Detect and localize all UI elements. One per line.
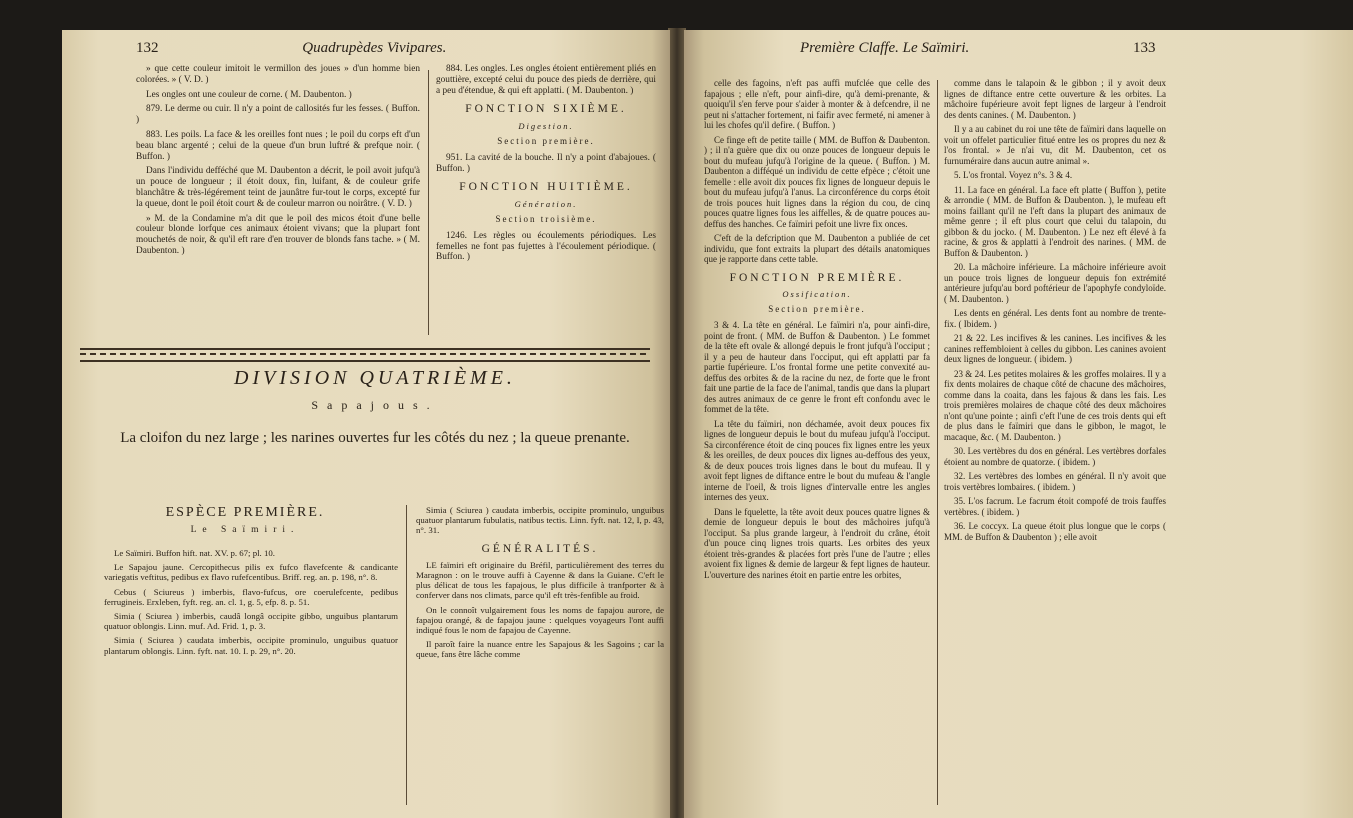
paragraph: 884. Les ongles. Les ongles étoient entièrement pliés en gouttière, excepté celui du pouce des pieds de derrière, qui a peu d'étendue, & qui eft applatti. ( M. Daubenton. ) (436, 64, 656, 96)
synonym-entry: Cebus ( Sciureus ) imberbis, flavo-fufcus, ore coerulefcente, pedibus ferrugineis. Erxleben, fyft. reg. an. cl. 1, g. 5, efp. 8. p. 51. (104, 586, 398, 607)
right-running-header (800, 40, 1156, 57)
section-heading: Section première. (768, 303, 866, 314)
paragraph: 23 & 24. Les petites molaires & les groffes molaires. Il y a fix dents molaires de chaque côté de chacune des mâchoires, comme dans la coaita, dans les fajous & dans les fais. Les trois premières molaires de chaque côté des deux mâchoires n'ont qu'une pointe ; ainfi c'eft l'une de ces trois dents qui eft de plus dans le faïmiri que dans le gibbon, le magot, le macaque, &c. ( M. Daubenton. ) (944, 368, 1166, 442)
paragraph: On le connoît vulgairement fous les noms de fapajou aurore, de fapajou orangé, & de fapajou jaune : quelques voyageurs l'ont auffi indiqué fous le nom de fapajou de Cayenne. (416, 604, 664, 636)
paragraph: » que cette couleur imitoit le vermillon des joues » d'un homme bien colorées. » ( V. D. ) (136, 64, 420, 85)
paragraph: Dans le fquelette, la tête avoit deux pouces quatre lignes & demie de longueur depuis le bout des mâchoires jufqu'à l'occiput. Sa plus grande largeur, à l'endroit du crâne, étoit d'un pouce cinq lignes trois quarts. Les orbites des yeux étoient très-grandes & placées fort près l'une de l'autre ; elles avoient fix lignes & demie de largeur & fept lignes de hauteur. L'ouverture des narines étoit en partie entre les orbites, (704, 506, 930, 580)
paragraph: La tête du faïmiri, non déchamée, avoit deux pouces fix lignes de longueur depuis le bout du mufeau jufqu'à l'occiput. Sa circonférence étoit de cinq pouces fix lignes entre les yeux & les oreilles, de deux pouces dix lignes au-deffous des yeux, & de deux pouces trois lignes dans le bout du mufeau. Il y avoit fept lignes de diftance entre le bout du mufeau & l'angle interne de l'oeil, & trois lignes d'intervalle entre les angles internes des yeux. (704, 418, 930, 502)
paragraph: 5. L'os frontal. Voyez n°s. 3 & 4. (954, 170, 1073, 180)
paragraph: 951. La cavité de la bouche. Il n'y a point d'abajoues. ( Buffon. ) (436, 152, 656, 174)
left-upper-column-1 (136, 64, 420, 261)
synonym-entry: Simia ( Sciurea ) caudata imberbis, occipite prominulo, unguibus quatuor plantarum fubulatis, natibus tectis. Linn. fyft. nat. 12, I, p. 43, n°. 31. (416, 505, 664, 536)
paragraph: Ce finge eft de petite taille ( MM. de Buffon & Daubenton. ) ; il n'a guère que dix ou onze pouces de longueur depuis le bout du mufeau jufqu'à l'origine de la queue. ( Buffon. ) M. Daubenton a difféqué un individu de cette efpèce ; c'étoit une femelle : elle avoit dix pouces fix lignes de longueur depuis le bout du mufeau jufqu'à l'anus. La circonférence du corps étoit de trois pouces huit lignes dans la région du cou, de cinq pouces quatre lignes fous les aiffelles, & de quatre pouces au-deffus des hanches. Ce faïmiri pefoit une livre fix onces. (704, 134, 930, 229)
synonym-entry: Simia ( Sciurea ) imberbis, caudâ longâ occipite gibbo, unguibus plantarum quatuor oblongis. Linn. muf. Ad. Frid. 1, p. 3. (104, 611, 398, 632)
synonym-entry: Simia ( Sciurea ) caudata imberbis, occipite prominulo, unguibus quatuor plantarum oblongis. Linn. fyft. nat. 10. I. p. 29, n°. 20. (104, 635, 398, 656)
paragraph: Les dents en général. Les dents font au nombre de trente-fix. ( Ibidem. ) (944, 308, 1166, 329)
generalites-heading: GÉNÉRALITÉS. (481, 542, 599, 555)
paragraph: 879. Le derme ou cuir. Il n'y a point de callosités fur les fesses. ( Buffon. ) (136, 104, 420, 126)
column-rule (428, 70, 429, 335)
right-header-title: Première Claffe. Le Saïmiri. (800, 40, 970, 56)
paragraph: C'eft de la defcription que M. Daubenton a publiée de cet individu, que font extraits la plupart des détails anatomiques que je rapporte dans cette table. (704, 233, 930, 264)
paragraph: 3 & 4. La tête en général. Le faïmiri n'a, pour ainfi-dire, point de front. ( MM. de Buffon & Daubenton. ) Le fommet de la tête eft ovale & allongé depuis le front jufqu'à l'occiput ; il y a peu de hauteur dans l'occiput, qui eft applatti par fa partie fupérieure. L'os frontal forme une petite convexité au-deffus des orbites & de la racine du nez, de forte que le front fait une partie de la face de l'animal, tandis que dans la plupart des autres animaux de ce genre le front eft confondu avec le fommet de la tête. (704, 320, 930, 414)
synonym-entry: Le Saïmiri. Buffon hift. nat. XV. p. 67; pl. 10. (114, 548, 275, 558)
right-page-number: 133 (1133, 40, 1156, 56)
function-heading: FONCTION HUITIÈME. (459, 181, 633, 194)
left-header-title: Quadrupèdes Vivipares. (302, 40, 447, 56)
division-subtitle: Sapajous. (311, 398, 439, 412)
paragraph: 32. Les vertèbres des lombes en général. Il n'y avoit que trois vertèbres lombaires. ( ibidem. ) (944, 471, 1166, 492)
left-lower-column-2 (416, 505, 664, 664)
function-heading: FONCTION SIXIÈME. (465, 103, 627, 116)
function-subheading: Digestion. (518, 121, 574, 132)
column-rule (937, 80, 938, 805)
left-running-header (136, 40, 446, 57)
paragraph: Il paroît faire la nuance entre les Sapajous & les Sagoins ; car la queue, fans être lâche comme (416, 639, 664, 660)
column-rule (406, 505, 407, 805)
left-page-number: 132 (136, 40, 159, 56)
paragraph: LE faïmiri eft originaire du Bréfil, particulièrement des terres du Maragnon : on le trouve auffi à Cayenne & dans la Guiane. C'eft le plus délicat de tous les fapajous, le plus difficile à tranfporter & à conferver dans nos climats, parce qu'il eft très-fenfible au froid. (416, 559, 664, 601)
right-column-2 (944, 78, 1166, 546)
paragraph: Il y a au cabinet du roi une tête de faïmiri dans laquelle on voit un offelet particulier fitué entre les os propres du nez & l'os frontal. » Je n'ai vu, dit M. Daubenton, cet os furnuméraire dans aucun autre animal ». (944, 124, 1166, 166)
paragraph: 11. La face en général. La face eft platte ( Buffon ), petite & arrondie ( MM. de Buffon & Daubenton. ), le mufeau eft moins faillant qu'il ne l'eft dans la plupart des animaux de même genre ; il eft plus court que celui du talapoin, du gibbon & du jocko. ( M. Daubenton. ) Le nez eft élevé à fa racine, & gros & applatti à l'endroit des narines. ( MM. de Buffon & Daubenton. ) (944, 184, 1166, 258)
synonym-entry: Le Sapajou jaune. Cercopithecus pilis ex fufco flavefcente & candicante variegatis veftitus, pedibus ex flavo rufefcentibus. Briff. reg. an. p. 198, n°. 8. (104, 562, 398, 583)
left-lower-column-1 (104, 548, 398, 660)
paragraph: 20. La mâchoire inférieure. La mâchoire inférieure avoit un pouce trois lignes de longueur depuis fon extrémité antérieure jufqu'au bord poftérieur de l'apophyfe condyloïde. ( M. Daubenton. ) (944, 262, 1166, 304)
paragraph: comme dans le talapoin & le gibbon ; il y avoit deux lignes de diftance entre cette ouverture & les orbites. La mâchoire fupérieure avoit fept lignes de largeur à l'endroit des dents canines. ( M. Daubenton. ) (944, 78, 1166, 120)
paragraph: Les ongles ont une couleur de corne. ( M. Daubenton. ) (146, 89, 352, 100)
paragraph: 883. Les poils. La face & les oreilles font nues ; le poil du corps eft d'un beau blanc argenté ; celui de la queue d'un brun luftré & prefque noir. ( Buffon. ) (136, 129, 420, 162)
division-title: DIVISION QUATRIÈME. (234, 367, 516, 389)
function-heading: FONCTION PREMIÈRE. (729, 271, 905, 284)
ornamental-divider (80, 348, 650, 362)
section-heading: Section première. (497, 135, 595, 146)
paragraph: celle des fagoins, n'eft pas auffi mufclée que celle des fapajous ; elle n'eft, pour ainfi-dire, qu'à demi-prenante, & quoiqu'il s'en ferve pour s'aider à monter & à defcendre, il ne peut ni s'attacher fortement, ni faifir avec fermeté, ni amener à lui les chofes qu'il defire. ( Buffon. ) (704, 78, 930, 130)
paragraph: Dans l'individu defféché que M. Daubenton a décrit, le poil avoit jufqu'à un pouce de longueur ; il étoit doux, fin, luifant, & de couleur grife blanchâtre & très-légérement teint de jaunâtre fur-tout le corps, excepté fur la queue, dont le poil étoit court & de couleur marron ou noirâtre. ( V. D. ) (136, 166, 420, 209)
function-subheading: Génération. (514, 199, 578, 210)
genus-name: Le Saïmiri. (190, 525, 300, 535)
function-subheading: Ossification. (782, 289, 852, 299)
paragraph: 36. Le coccyx. La queue étoit plus longue que le corps ( MM. de Buffon & Daubenton ) ; elle avoit (944, 521, 1166, 542)
paragraph: 30. Les vertèbres du dos en général. Les vertèbres dorfales étoient au nombre de quatorze. ( ibidem. ) (944, 446, 1166, 467)
division-lede: La cloifon du nez large ; les narines ouvertes fur les côtés du nez ; la queue prenante. (120, 430, 630, 446)
paragraph: 35. L'os facrum. Le facrum étoit compofé de trois fauffes vertèbres. ( ibidem. ) (944, 496, 1166, 517)
species-title: ESPÈCE PREMIÈRE. (165, 505, 325, 520)
paragraph: 21 & 22. Les incifives & les canines. Les incifives & les canines reffembloient à celles du gibbon. Les canines avoient deux lignes de longueur. ( ibidem. ) (944, 333, 1166, 364)
paragraph: » M. de la Condamine m'a dit que le poil des micos étoit d'une belle couleur blonde lorfque ces animaux étoient vivans; que la plupart font mouchetés de noir, & qu'il eft rare d'en trouver de blonds fans tache. » ( M. Daubenton. ) (136, 213, 420, 256)
left-upper-column-2 (436, 64, 656, 267)
right-column-1 (704, 78, 930, 584)
section-heading: Section troisième. (495, 213, 597, 224)
paragraph: 1246. Les règles ou écoulements périodiques. Les femelles ne font pas fujettes à l'écoulement périodique. ( Buffon. ) (436, 230, 656, 263)
